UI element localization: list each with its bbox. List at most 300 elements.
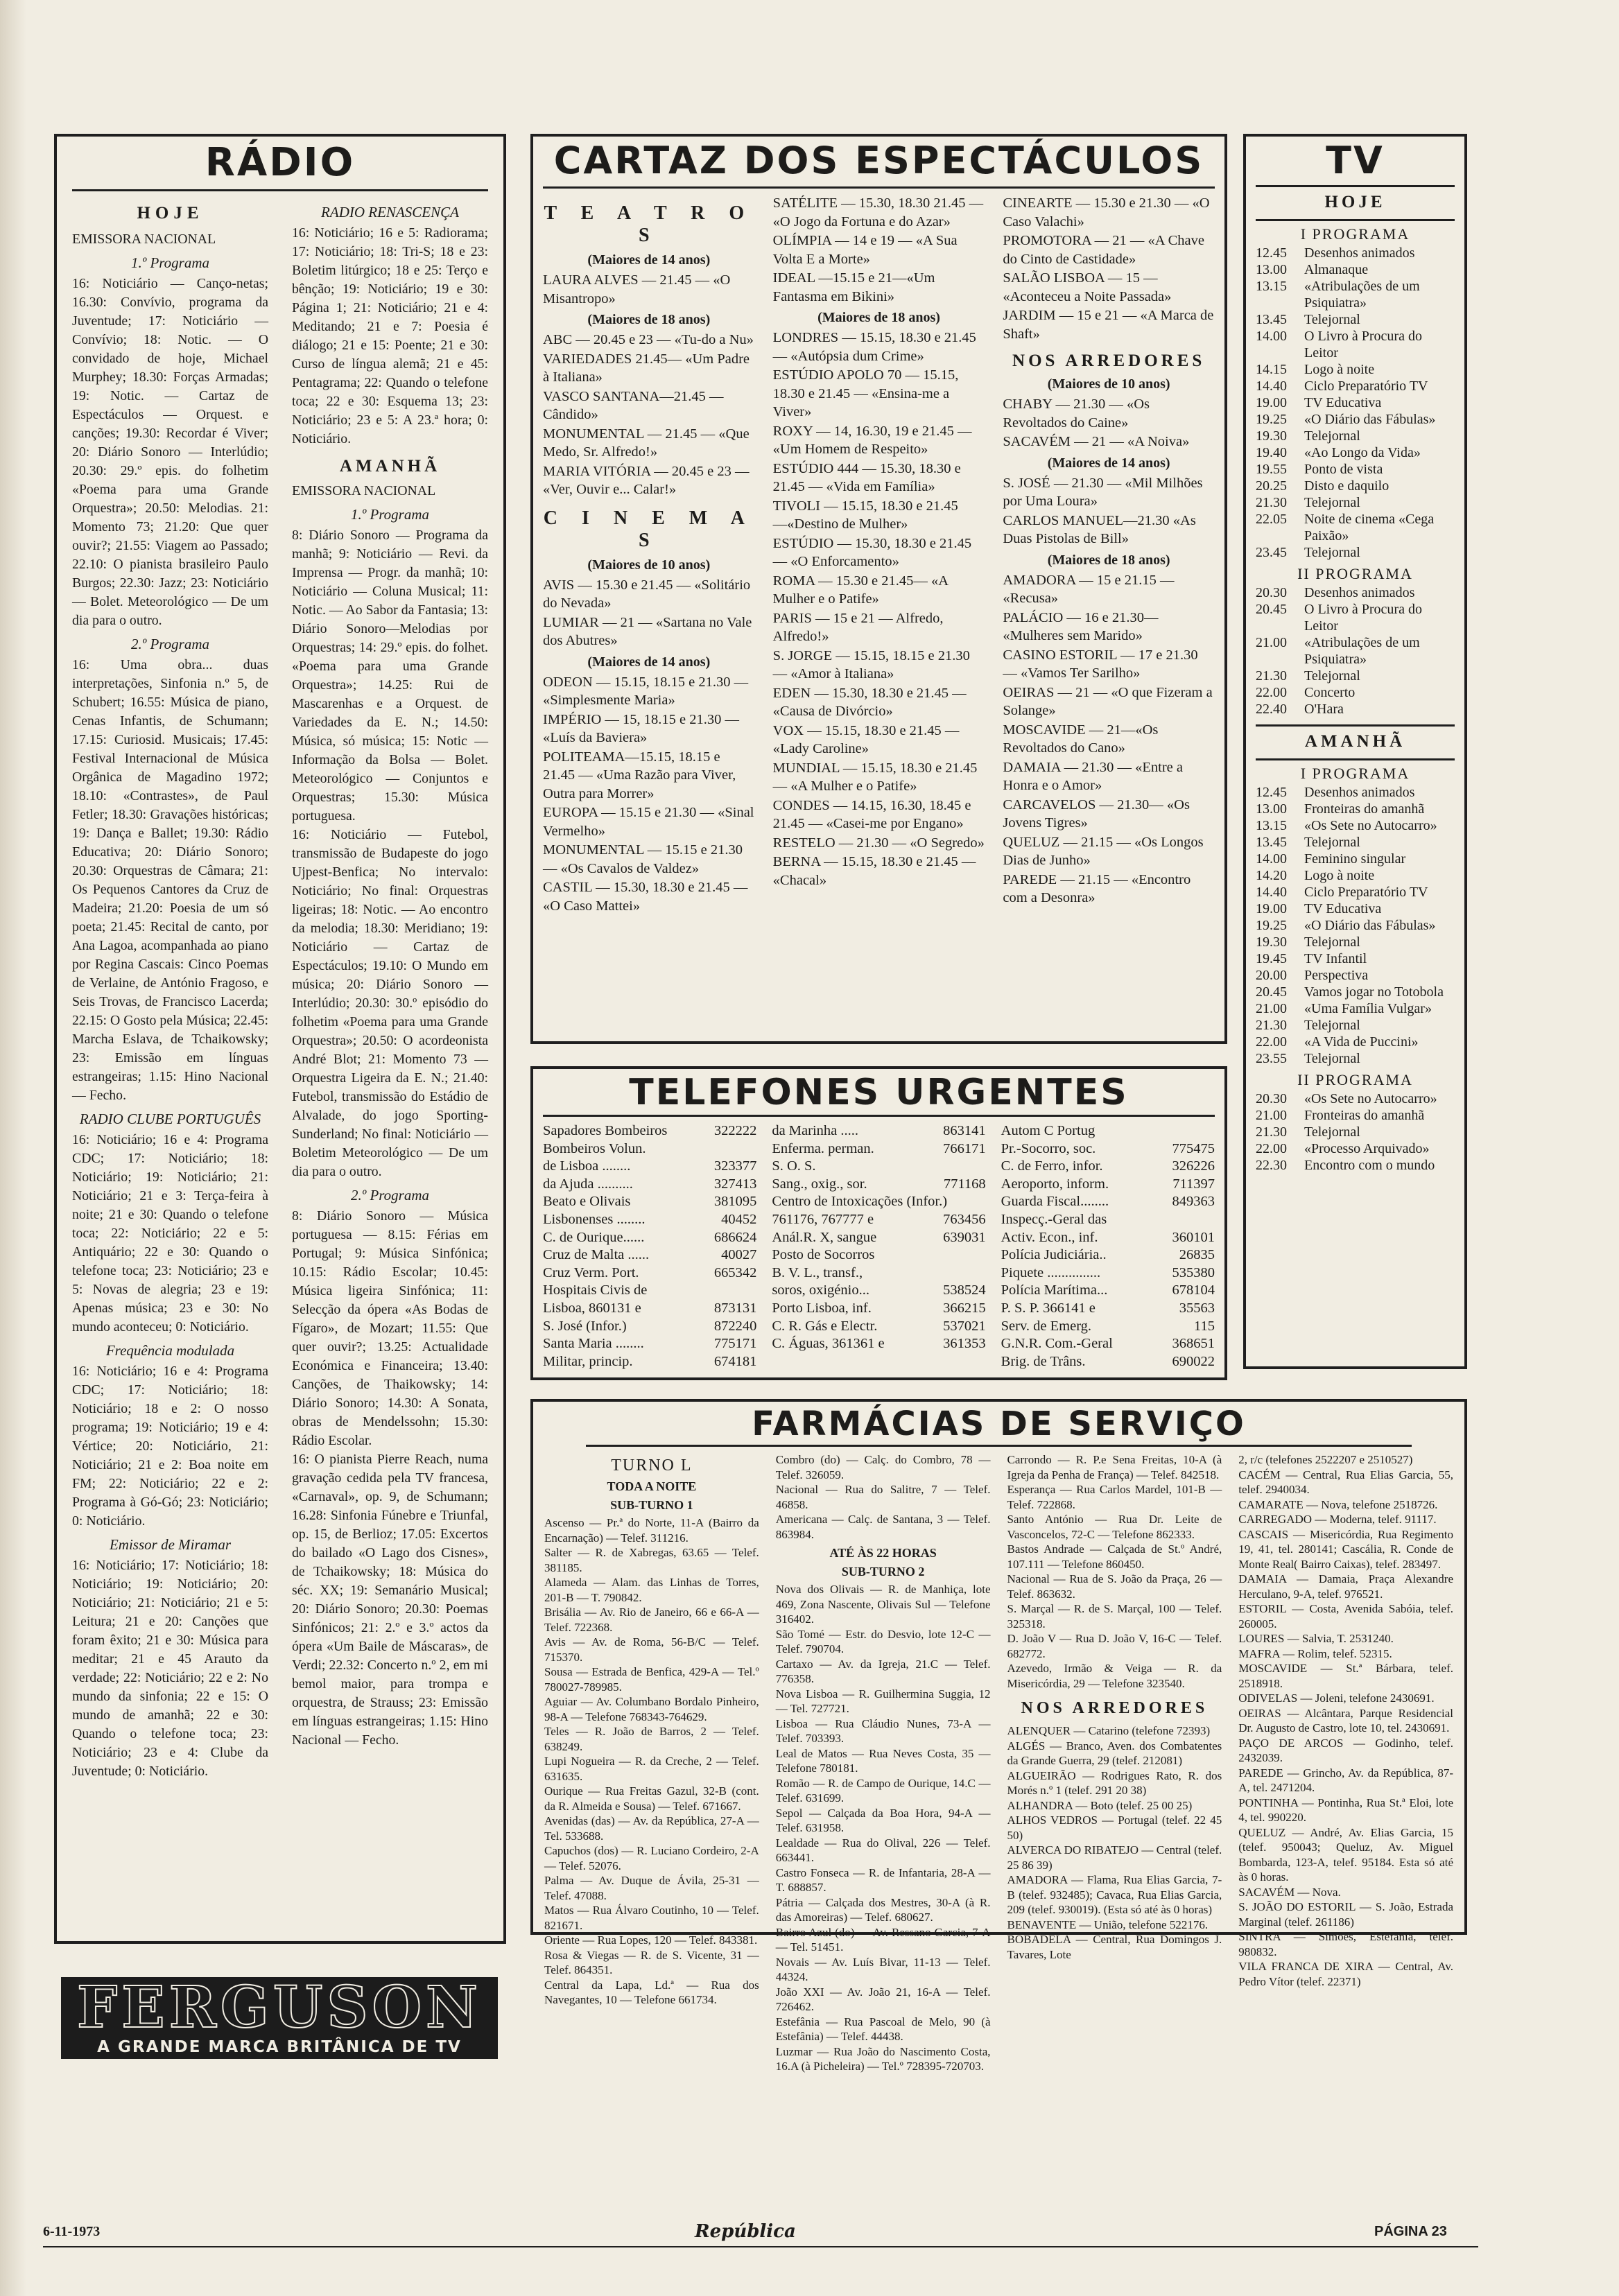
divider: [1256, 758, 1455, 760]
phone-entry: [772, 1122, 985, 1140]
tv-listing-time: 14.40: [1256, 379, 1287, 394]
tv-listing-row: [1256, 1017, 1455, 1034]
tv-listing-program: Telejornal: [1304, 1051, 1360, 1066]
tv-listing-program: Telejornal: [1304, 312, 1360, 327]
phone-entry: [772, 1158, 985, 1176]
tv-listing-row: [1256, 544, 1455, 561]
pharmacy-entry: ALGÉS — Branco, Aven. dos Combatentes da Grande Guerra, 29 (telef. 212081): [1007, 1739, 1222, 1767]
phone-entry-name: Guarda Fiscal........: [1001, 1194, 1109, 1210]
phone-entry: [543, 1193, 756, 1211]
phone-entry: [1001, 1264, 1215, 1282]
pharmacy-entry: ALHANDRA — Boto (telef. 25 00 25): [1007, 1798, 1193, 1812]
show-listing: VARIEDADES 21.45— «Um Padre à Italiana»: [543, 351, 750, 385]
tv-listing-time: 12.45: [1256, 785, 1287, 800]
phone-entry: [1001, 1158, 1215, 1176]
show-listing: IMPÉRIO — 15, 18.15 e 21.30 — «Luís da Baviera»: [543, 711, 740, 745]
phone-entry-name: da Ajuda ..........: [543, 1176, 633, 1192]
tv-listing-program: Telejornal: [1304, 668, 1360, 684]
telefones-column-3: [1001, 1122, 1215, 1371]
tv-listing-time: 13.15: [1256, 279, 1287, 294]
pharmacy-entry: MAFRA — Rolim, telef. 52315.: [1238, 1646, 1392, 1660]
radio-station-heading: 1.º Programa: [350, 506, 430, 523]
pharmacy-entry: Avis — Av. de Roma, 56-B/C — Telef. 715370.: [544, 1635, 759, 1664]
tv-listing-program: O'Hara: [1304, 702, 1344, 717]
radio-station-heading: 2.º Programa: [130, 636, 210, 652]
tv-listing-program: Vamos jogar no Totobola: [1304, 984, 1444, 1000]
phone-entry: [772, 1246, 985, 1264]
radio-today-heading: HOJE: [137, 204, 204, 223]
show-listing: MOSCAVIDE — 21—«Os Revoltados do Cano»: [1003, 722, 1159, 756]
phone-entry: [1001, 1300, 1215, 1318]
tv-listing-time: 14.20: [1256, 868, 1287, 883]
pharmacy-entry: Lisboa — Rua Cláudio Nunes, 73-A — Telef. 703393.: [775, 1716, 991, 1745]
phone-entry: [543, 1140, 756, 1158]
farmacias-title: FARMÁCIAS DE SERVIÇO: [586, 1407, 1412, 1447]
phone-entry-name: Militar, princip.: [543, 1353, 633, 1369]
tv-listing-row: [1256, 1034, 1455, 1050]
phone-entry: [1001, 1282, 1215, 1300]
radio-section: [54, 134, 506, 1944]
tv-listing-row: [1256, 601, 1455, 634]
tv-listing-time: 19.00: [1256, 395, 1287, 410]
show-listing: ESTÚDIO APOLO 70 — 15.15, 18.30 e 21.45 — «Ensina-me a Viver»: [772, 367, 959, 419]
radio-schedule-text: 16: Noticiário; 17: Noticiário; 18: Noticiário; 19: Noticiário; 20: Noticiário; 21: Noticiário; 21 e 5: Leitura; 21 e 20: Canções que foram êxito; 21 e 30: Música para meditar; 21 e 45 Arauto da verdade; 22: Noticiário; 22 e 2: No mundo da sinfonia; 22 e 15: O mundo de amanhã; 22 e 30: Quando o telefone toca; 23: Noticiário; 23 e 4: Clube da Juventude; 0: Noticiário.: [72, 1558, 268, 1779]
phone-entry: [1001, 1229, 1215, 1247]
pharmacy-entry: Oriente — Rua Lopes, 120 — Telef. 843381.: [544, 1933, 758, 1947]
phone-entry-number: 40027: [721, 1247, 757, 1263]
cartaz-column-2: [773, 194, 985, 916]
pharmacy-entry: 2, r/c (telefones 2522207 e 2510527): [1238, 1453, 1413, 1466]
pharmacy-entry: BENAVENTE — União, telefone 522176.: [1007, 1917, 1209, 1931]
tv-listing-time: 20.45: [1256, 602, 1287, 617]
tv-listing-program: Telejornal: [1304, 428, 1360, 444]
pharmacy-entry: Ourique — Rua Freitas Gazul, 32-B (cont. da R. Almeida e Sousa) — Telef. 671667.: [544, 1784, 759, 1813]
phone-entry-name: Centro de Intoxicações (Infor.): [772, 1194, 948, 1210]
tv-listing-row: [1256, 311, 1455, 328]
phone-entry-name: Cruz Verm. Port.: [543, 1264, 639, 1280]
tv-listing-time: 14.40: [1256, 885, 1287, 900]
phone-entry: [543, 1246, 756, 1264]
show-listing: SACAVÉM — 21 — «A Noiva»: [1003, 434, 1190, 449]
tv-listing-time: 13.15: [1256, 818, 1287, 833]
tv-listing-time: 22.30: [1256, 1158, 1287, 1173]
tv-listing-row: [1256, 1107, 1455, 1124]
phone-entry-number: 537021: [943, 1318, 986, 1334]
tv-listing-program: Ponto de vista: [1304, 462, 1383, 477]
cartaz-title: CARTAZ DOS ESPECTÁCULOS: [543, 142, 1215, 189]
phone-entry-name: Polícia Marítima...: [1001, 1282, 1108, 1298]
tv-tomorrow-heading: AMANHÃ: [1304, 732, 1406, 751]
tv-today-program-1-list: [1256, 245, 1455, 561]
phone-entry-number: 26835: [1179, 1247, 1215, 1263]
tv-tomorrow-program-2: II PROGRAMA: [1297, 1071, 1413, 1088]
phone-entry: [1001, 1193, 1215, 1211]
radio-station-heading: 2.º Programa: [350, 1187, 430, 1203]
pharmacy-entry: ODIVELAS — Joleni, telefone 2430691.: [1238, 1691, 1435, 1705]
show-listing: OLÍMPIA — 14 e 19 — «A Sua Volta E a Morte»: [772, 233, 958, 267]
show-listing: SATÉLITE — 15.30, 18.30 21.45 — «O Jogo da Fortuna e do Azar»: [772, 195, 984, 229]
pharmacy-entry: Central da Lapa, Ld.ª — Rua dos Navegantes, 10 — Telefone 661734.: [544, 1978, 759, 2006]
pharmacy-shift-heading: SUB-TURNO 1: [610, 1498, 693, 1512]
pharmacy-entry: ESTORIL — Costa, Avenida Sabóia, telef. 260005.: [1238, 1602, 1453, 1630]
tv-listing-program: Logo à noite: [1304, 868, 1375, 883]
phone-entry: [772, 1229, 985, 1247]
tv-listing-time: 13.45: [1256, 312, 1287, 327]
tv-listing-row: [1256, 361, 1455, 378]
tv-today-heading: HOJE: [1324, 193, 1386, 211]
phone-entry: [772, 1264, 985, 1282]
section-heading: C I N E M A S: [543, 507, 754, 551]
tv-listing-time: 13.45: [1256, 835, 1287, 850]
show-listing: PAREDE — 21.15 — «Encontro com a Desonra»: [1003, 871, 1191, 905]
pharmacy-entry: Santo António — Rua Dr. Leite de Vasconcelos, 72-C — Telefone 862333.: [1007, 1513, 1222, 1541]
tv-listing-row: [1256, 461, 1455, 478]
show-listing: LUMIAR — 21 — «Sartana no Vale dos Abutres»: [543, 614, 752, 648]
show-listing: PROMOTORA — 21 — «A Chave do Cinto de Castidade»: [1003, 233, 1204, 267]
show-listing: TIVOLI — 15.15, 18.30 e 21.45 —«Destino de Mulher»: [772, 498, 958, 532]
section-heading: NOS ARREDORES: [1021, 1699, 1209, 1717]
phone-entry-name: Sang., oxig., sor.: [772, 1176, 867, 1192]
age-rating-heading: (Maiores de 18 anos): [1047, 552, 1170, 568]
tv-listing-row: [1256, 511, 1455, 544]
pharmacy-entry: ALHOS VEDROS — Portugal (telef. 22 45 50): [1007, 1814, 1222, 1842]
show-listing: VOX — 15.15, 18.30 e 21.45 — «Lady Caroline»: [772, 722, 960, 756]
phone-entry-number: 40452: [721, 1211, 757, 1227]
show-listing: DAMAIA — 21.30 — «Entre a Honra e o Amor»: [1003, 759, 1183, 793]
radio-schedule-text: 16: Noticiário; 16 e 4: Programa CDC; 17: Noticiário; 18: Noticiário; 19: Noticiário; 21: Noticiário; 21 e 3: Terça-feira à noite; 21 e 30: Quando o telefone toca; 22: Noticiário; 22 e 5: Antiquário; 22 e 30: Quando o telefone toca; 23: Noticiário; 23 e 5: Novas de alegria; 23 e 19: Apenas música; 23 e 30: No mundo aconteceu; 0: Noticiário.: [72, 1132, 268, 1334]
tv-listing-program: O Livro à Procura do Leitor: [1304, 602, 1422, 634]
tv-listing-program: Desenhos animados: [1304, 785, 1415, 800]
phone-entry-number: 686624: [713, 1229, 757, 1245]
pharmacy-entry: Alameda — Alam. das Linhas de Torres, 201-B — T. 790842.: [544, 1576, 759, 1604]
tv-today-program-2: II PROGRAMA: [1297, 565, 1413, 582]
radio-schedule-text: 16: Noticiário; 16 e 5: Radiorama; 17: Noticiário; 18: Tri-S; 18 e 23: Boletim litúrgico; 18 e 25: Terço e bênção; 19: Noticiário; 19 e 30: Página 1; 21: Noticiário; 21 e 4: Meditando; 21 e 7: Poesia é diálogo; 21 e 15: Poente; 21 e 30: Curso de língua alemã; 21 e 45: Pentagrama; 22: Quando o telefone toca; 22 e 30: Esquema 13; 23: Noticiário; 23 e 5: A 23.ª hora; 0: Noticiário.: [292, 225, 488, 446]
phone-entry-name: S. José (Infor.): [543, 1318, 627, 1334]
pharmacy-entry: Nova dos Olivais — R. de Manhiça, lote 469, Zona Nascente, Olivais Sul — Telefone 316402.: [775, 1583, 991, 1626]
tv-listing-program: TV Educativa: [1304, 901, 1382, 916]
show-listing: VASCO SANTANA—21.45 — Cândido»: [543, 388, 724, 422]
tv-tomorrow-program-1-list: [1256, 784, 1455, 1067]
pharmacy-shift-heading: ATÉ ÀS 22 HORAS: [829, 1546, 937, 1560]
radio-schedule-text: 16: Uma obra... duas interpretações, Sinfonia n.º 5, de Schubert; 16.55: Música de piano, Cenas Infantis, de Schumann; 17.15: Curiosid. Musicais; 17.45: Festival Internacional de Música Orgânica de Magadino 1972; 18.10: «Contrastes», de Paul Fetler; 18.30: Gravações históricas; 19: Dança e Ballet; 19.30: Rádio Educativa; 20: Diário Sonoro; 20.30: Orquestras de Câmara; 21: Os Pequenos Cantores da Cruz de Madeira; 21.20: Poesia de um só poeta; 21.45: Recital de canto, por Ana Lagoa, acompanhada ao piano por Regina Cascais: Cinco Poemas de Verlaine, de António Fragoso, e Seis Trovas, de Francisco Lacerda; 22.15: O Gosto pela Música; 22.45: Marcha Eslava, de Tchaikowsky; 23: Emissão em línguas estrangeiras; 1.15: Hino Nacional — Fecho.: [72, 657, 268, 1103]
phone-entry-number: 323377: [713, 1158, 757, 1174]
radio-station-heading: Frequência modulada: [105, 1342, 235, 1359]
phone-entry-number: 674181: [713, 1353, 757, 1369]
radio-schedule-text: EMISSORA NACIONAL: [292, 483, 436, 498]
divider: [1256, 724, 1455, 727]
tv-listing-program: O Livro à Procura do Leitor: [1304, 329, 1422, 360]
show-listing: MONUMENTAL — 15.15 e 21.30 — «Os Cavalos de Valdez»: [543, 842, 743, 876]
tv-listing-row: [1256, 1090, 1455, 1107]
tv-listing-program: Fronteiras do amanhã: [1304, 1108, 1425, 1123]
age-rating-heading: (Maiores de 14 anos): [587, 654, 711, 670]
phone-entry-number: 775171: [713, 1336, 757, 1352]
show-listing: CARLOS MANUEL—21.30 «As Duas Pistolas de Bill»: [1003, 512, 1196, 546]
tv-listing-row: [1256, 634, 1455, 668]
radio-schedule-text: EMISSORA NACIONAL: [72, 232, 216, 247]
tv-listing-time: 19.30: [1256, 428, 1287, 444]
tv-listing-program: «Atribulações de um Psiquiatra»: [1304, 279, 1420, 311]
pharmacy-entry: Lealdade — Rua do Olival, 226 — Telef. 663441.: [775, 1836, 991, 1864]
show-listing: MARIA VITÓRIA — 20.45 e 23 — «Ver, Ouvir e... Calar!»: [543, 463, 750, 497]
radio-column-2: [292, 198, 488, 1781]
phone-entry-name: Lisbonenses ........: [543, 1211, 646, 1227]
phone-entry-name: C. de Ourique......: [543, 1229, 645, 1245]
pharmacy-entry: OEIRAS — Alcântara, Parque Residencial Dr. Augusto de Castro, lote 10, tel. 2430691.: [1238, 1706, 1453, 1734]
tv-listing-program: «O Diário das Fábulas»: [1304, 412, 1436, 427]
pharmacy-entry: Nacional — Rua de S. João da Praça, 26 — Telef. 863632.: [1007, 1572, 1222, 1601]
tv-listing-row: [1256, 1157, 1455, 1174]
pharmacy-entry: Carrondo — R. P.e Sena Freitas, 10-A (à Igreja da Penha de França) — Telef. 842518.: [1007, 1453, 1222, 1481]
tv-listing-time: 19.45: [1256, 951, 1287, 966]
telefones-column-1: [543, 1122, 756, 1371]
pharmacy-entry: João XXI — Av. João 21, 16-A — Telef. 726462.: [775, 1985, 991, 2013]
tv-listing-program: Logo à noite: [1304, 362, 1375, 377]
show-listing: EUROPA — 15.15 e 21.30 — «Sinal Vermelho»: [543, 805, 754, 839]
tv-listing-time: 13.00: [1256, 262, 1287, 277]
phone-entry-name: Lisboa, 860131 e: [543, 1300, 641, 1316]
phone-entry-number: 863141: [943, 1123, 986, 1138]
pharmacy-entry: Azevedo, Irmão & Veiga — R. da Misericórdia, 29 — Telefone 323540.: [1007, 1662, 1222, 1690]
footer-rule: [43, 2246, 1478, 2247]
phone-entry: [772, 1211, 985, 1229]
pharmacy-entry: S. JOÃO DO ESTORIL — S. João, Estrada Marginal (telef. 261186): [1238, 1900, 1453, 1929]
phone-entry-number: 775475: [1172, 1140, 1215, 1156]
show-listing: CARCAVELOS — 21.30— «Os Jovens Tigres»: [1003, 797, 1190, 830]
pharmacy-entry: Estefânia — Rua Pascoal de Melo, 90 (à Estefânia) — Telef. 44438.: [775, 2015, 991, 2043]
show-listing: EDEN — 15.30, 18.30 e 21.45 — «Causa de Divórcio»: [772, 685, 967, 719]
pharmacy-entry: Aguiar — Av. Columbano Bordalo Pinheiro, 98-A — Telefone 768343-764629.: [544, 1695, 759, 1723]
show-listing: ODEON — 15.15, 18.15 e 21.30 — «Simplesmente Maria»: [543, 674, 749, 708]
tv-listing-program: «O Diário das Fábulas»: [1304, 918, 1436, 933]
phone-entry-number: 368651: [1172, 1336, 1215, 1352]
pharmacy-entry: MOSCAVIDE — St.ª Bárbara, telef. 2518918.: [1238, 1662, 1453, 1690]
divider: [1256, 219, 1455, 221]
tv-listing-time: 13.00: [1256, 801, 1287, 817]
phone-entry-name: da Marinha .....: [772, 1123, 858, 1138]
tv-listing-row: [1256, 328, 1455, 361]
tv-listing-row: [1256, 478, 1455, 494]
tv-listing-row: [1256, 1124, 1455, 1140]
tv-listing-time: 21.30: [1256, 668, 1287, 684]
radio-schedule-text: 8: Diário Sonoro — Programa da manhã; 9: Noticiário — Revi. da Imprensa — Progr. da manhã; 10: Noticiário — Coluna Musical; 11: Notic. — Ao Sabor da Fantasia; 13: Diário Sonoro—Melodias por Orquestras; 14: 29.º epis. do folhet. «Poema para uma Grande Orquestra»; 14.25: Rui de Mascarenhas e a Orquest. de Variedades da E. N.; 14.50: Música, só música; 15: Notic — Informação da Bolsa — Bolet. Meteorológico — Conjuntos e Orquestras; 15.30: Música portuguesa.: [292, 528, 488, 824]
pharmacy-entry: Luzmar — Rua João do Nascimento Costa, 16.A (à Picheleira) — Tel.º 728395-720703.: [775, 2044, 991, 2073]
show-listing: CASTIL — 15.30, 18.30 e 21.45 — «O Caso Mattei»: [543, 880, 748, 914]
telefones-section: [530, 1066, 1227, 1380]
phone-entry: [543, 1264, 756, 1282]
tv-listing-time: 23.45: [1256, 545, 1287, 560]
show-listing: OEIRAS — 21 — «O que Fizeram a Solange»: [1003, 684, 1213, 718]
pharmacy-entry: Romão — R. de Campo de Ourique, 14.C — Telef. 631699.: [775, 1776, 991, 1804]
radio-station-heading: 1.º Programa: [130, 254, 210, 271]
tv-listing-program: «Os Sete no Autocarro»: [1304, 818, 1437, 833]
tv-listing-time: 21.00: [1256, 635, 1287, 650]
phone-entry: [1001, 1318, 1215, 1336]
phone-entry-number: 366215: [943, 1300, 986, 1316]
pharmacy-entry: Rosa & Viegas — R. de S. Vicente, 31 — Telef. 864351.: [544, 1948, 759, 1976]
phone-entry-number: 763456: [943, 1211, 986, 1227]
age-rating-heading: (Maiores de 10 anos): [1047, 376, 1170, 392]
tv-listing-program: Ciclo Preparatório TV: [1304, 379, 1428, 394]
show-listing: JARDIM — 15 e 21 — «A Marca de Shaft»: [1003, 308, 1214, 342]
tv-listing-time: 23.55: [1256, 1051, 1287, 1066]
show-listing: CINEARTE — 15.30 e 21.30 — «O Caso Valachi»: [1003, 195, 1210, 229]
ferguson-tagline: A GRANDE MARCA BRITÂNICA DE TV: [97, 2038, 462, 2056]
phone-entry-number: 665342: [713, 1264, 757, 1280]
tv-listing-row: [1256, 901, 1455, 917]
pharmacy-entry: D. João V — Rua D. João V, 16-C — Telef. 682772.: [1007, 1632, 1222, 1660]
phone-entry: [543, 1176, 756, 1194]
phone-entry-number: 678104: [1172, 1282, 1215, 1298]
pharmacy-entry: DAMAIA — Damaia, Praça Alexandre Herculano, 9-A, telef. 976521.: [1238, 1572, 1453, 1601]
tv-tomorrow-program-2-list: [1256, 1090, 1455, 1174]
tv-listing-row: [1256, 784, 1455, 801]
tv-listing-time: 20.25: [1256, 478, 1287, 494]
phone-entry: [1001, 1335, 1215, 1353]
tv-listing-program: Almanaque: [1304, 262, 1369, 277]
pharmacy-entry: QUELUZ — André, Av. Elias Garcia, 15 (telef. 950043; Queluz, Av. Miguel Bombarda, 123-A, telef. 95184. Esta só até às 0 horas.: [1238, 1825, 1453, 1884]
farmacias-column-1: [544, 1452, 759, 2074]
phone-entry: [772, 1335, 985, 1353]
tv-listing-time: 19.55: [1256, 462, 1287, 477]
phone-entry-number: 327413: [713, 1176, 757, 1192]
phone-entry-name: Pr.-Socorro, soc.: [1001, 1140, 1096, 1156]
tv-listing-row: [1256, 584, 1455, 601]
phone-entry-name: Posto de Socorros: [772, 1247, 875, 1263]
pharmacy-entry: Nova Lisboa — R. Guilhermina Suggia, 12 — Tel. 727721.: [775, 1687, 991, 1715]
radio-schedule-text: 16: Noticiário; 16 e 4: Programa CDC; 17: Noticiário; 18: Noticiário; 18 e 2: O nosso programa; 19: Noticiário; 19 e 4: Vértice; 20: Noticiário, 21: Noticiário; 21 e 2: Boa noite em FM; 22: Noticiário; 22 e 2: Programa à Gó-Gó; 23: Noticiário; 0: Noticiário.: [72, 1364, 268, 1529]
phone-entry-name: S. O. S.: [772, 1158, 816, 1174]
phone-entry-number: 690022: [1172, 1353, 1215, 1369]
pharmacy-shift-heading: TODA A NOITE: [607, 1479, 697, 1493]
tv-listing-row: [1256, 684, 1455, 701]
phone-entry-name: P. S. P. 366141 e: [1001, 1300, 1096, 1316]
age-rating-heading: (Maiores de 18 anos): [587, 312, 711, 327]
tv-listing-program: Desenhos animados: [1304, 245, 1415, 261]
pharmacy-entry: ALENQUER — Catarino (telefone 72393): [1007, 1724, 1211, 1737]
tv-listing-program: «Os Sete no Autocarro»: [1304, 1091, 1437, 1106]
show-listing: ROMA — 15.30 e 21.45— «A Mulher e o Patife»: [772, 573, 948, 607]
phone-entry-name: Inspecç.-Geral das: [1001, 1211, 1107, 1227]
footer-page-number: PÁGINA 23: [1374, 2224, 1447, 2239]
tv-listing-program: Telejornal: [1304, 1124, 1360, 1140]
phone-entry-name: Enferma. perman.: [772, 1140, 874, 1156]
tv-listing-row: [1256, 701, 1455, 718]
pharmacy-entry: PAREDE — Grincho, Av. da República, 87-A, tel. 2471204.: [1238, 1766, 1453, 1794]
farmacias-column-2: [776, 1452, 991, 2074]
phone-entry: [543, 1282, 756, 1300]
phone-entry: [543, 1335, 756, 1353]
cartaz-column-3: [1003, 194, 1215, 916]
phone-entry-name: Porto Lisboa, inf.: [772, 1300, 872, 1316]
tv-listing-row: [1256, 444, 1455, 461]
phone-entry-name: Sapadores Bombeiros: [543, 1123, 668, 1138]
tv-listing-program: «Uma Família Vulgar»: [1304, 1001, 1432, 1016]
age-rating-heading: (Maiores de 18 anos): [817, 310, 940, 325]
phone-entry-name: soros, oxigénio...: [772, 1282, 869, 1298]
show-listing: PARIS — 15 e 21 — Alfredo, Alfredo!»: [772, 610, 944, 644]
pharmacy-entry: BOBADELA — Central, Rua Domingos J. Tavares, Lote: [1007, 1933, 1222, 1961]
radio-column-1: [72, 198, 268, 1781]
phone-entry-name: Serv. de Emerg.: [1001, 1318, 1092, 1334]
show-listing: LAURA ALVES — 21.45 — «O Misantropo»: [543, 272, 731, 306]
tv-listing-time: 19.30: [1256, 934, 1287, 950]
show-listing: S. JORGE — 15.15, 18.15 e 21.30 — «Amor à Italiana»: [772, 647, 970, 681]
show-listing: ESTÚDIO — 15.30, 18.30 e 21.45 — «O Enforcamento»: [772, 535, 972, 569]
tv-listing-time: 19.25: [1256, 918, 1287, 933]
phone-entry-number: 766171: [943, 1140, 986, 1156]
tv-listing-row: [1256, 1000, 1455, 1017]
tv-listing-row: [1256, 494, 1455, 511]
phone-entry-name: Activ. Econ., inf.: [1001, 1229, 1098, 1245]
show-listing: IDEAL —15.15 e 21—«Um Fantasma em Bikini»: [772, 270, 935, 304]
pharmacy-entry: AMADORA — Flama, Rua Elias Garcia, 7-B (telef. 932485); Cavaca, Rua Elias Garcia, 209 (telef. 930019). (Esta só até às 0 horas): [1007, 1873, 1222, 1916]
section-heading: NOS ARREDORES: [1012, 351, 1206, 370]
phone-entry: [772, 1193, 985, 1211]
tv-listing-row: [1256, 817, 1455, 834]
tv-listing-program: TV Infantil: [1304, 951, 1367, 966]
pharmacy-entry: ALGUEIRÃO — Rodrigues Rato, R. dos Morés n.º 1 (telef. 291 20 38): [1007, 1768, 1222, 1797]
tv-today-program-1: I PROGRAMA: [1300, 225, 1410, 243]
tv-listing-row: [1256, 1050, 1455, 1067]
show-listing: PALÁCIO — 16 e 21.30— «Mulheres sem Marido»: [1003, 609, 1159, 643]
phone-entry-name: Piquete ...............: [1001, 1264, 1101, 1280]
phone-entry: [543, 1353, 756, 1371]
section-heading: T E A T R O S: [544, 202, 754, 246]
ferguson-brand: FERGUSON: [76, 1974, 482, 2041]
farmacias-column-4: [1238, 1452, 1453, 2074]
tv-listing-program: Telejornal: [1304, 1018, 1360, 1033]
phone-entry-number: 771168: [943, 1176, 986, 1192]
tv-listing-program: Perspectiva: [1304, 968, 1369, 983]
tv-listing-row: [1256, 394, 1455, 411]
tv-listing-row: [1256, 867, 1455, 884]
pharmacy-entry: Teles — R. João de Barros, 2 — Telef. 638249.: [544, 1725, 759, 1753]
show-listing: MONUMENTAL — 21.45 — «Que Medo, Sr. Alfredo!»: [543, 426, 750, 460]
phone-entry: [1001, 1353, 1215, 1371]
phone-entry-name: 761176, 767777 e: [772, 1211, 874, 1227]
pharmacy-entry: Bastos Andrade — Calçada de St.º André, 107.111 — Telefone 860450.: [1007, 1542, 1222, 1571]
phone-entry-number: 872240: [713, 1318, 757, 1334]
show-listing: ESTÚDIO 444 — 15.30, 18.30 e 21.45 — «Vida em Família»: [772, 460, 961, 494]
show-listing: LONDRES — 15.15, 18.30 e 21.45 — «Autópsia dum Crime»: [772, 330, 976, 364]
pharmacy-entry: Esperança — Rua Carlos Mardel, 101-B — Telef. 722868.: [1007, 1483, 1222, 1511]
tv-listing-time: 20.45: [1256, 984, 1287, 1000]
pharmacy-entry: SACAVÉM — Nova.: [1238, 1885, 1341, 1899]
radio-schedule-text: 16: O pianista Pierre Reach, numa gravação cedida pela TV francesa, «Carnaval», op. 9, de Schumann; 16.28: Sinfonia Fúnebre e Triunfal, op. 15, de Berlioz; 17.05: Excertos do bailado «O Lago dos Cisnes», de Tchaikowsky; 18: Música do séc. XX; 19: Semanário Musical; 20: Diário Sonoro; 20.30: Poemas Sinfónicos; 21: 2.º e 3.º actos da ópera «Um Baile de Máscaras», de Verdi; 22.32: Concerto n.º 2, em mi bemol maior, para trompa e orquestra, de Strauss; 23: Emissão em línguas estrangeiras; 1.15: Hino Nacional — Fecho.: [292, 1452, 488, 1748]
tv-listing-program: Telejornal: [1304, 495, 1360, 510]
phone-entry-number: 639031: [943, 1229, 986, 1245]
tv-listing-row: [1256, 851, 1455, 867]
pharmacy-entry: São Tomé — Estr. do Desvio, lote 12-C — Telef. 790704.: [775, 1627, 991, 1655]
show-listing: AVIS — 15.30 e 21.45 — «Solitário do Nevada»: [543, 577, 751, 611]
show-listing: CASINO ESTORIL — 17 e 21.30 — «Vamos Ter Sarilho»: [1003, 647, 1198, 681]
footer-newspaper-name: República: [695, 2221, 796, 2242]
radio-station-heading: RADIO CLUBE PORTUGUÊS: [79, 1111, 261, 1127]
tv-today-program-2-list: [1256, 584, 1455, 718]
phone-entry-name: B. V. L., transf.,: [772, 1264, 863, 1280]
age-rating-heading: (Maiores de 14 anos): [587, 252, 711, 268]
tv-listing-time: 14.00: [1256, 329, 1287, 344]
tv-listing-time: 20.00: [1256, 968, 1287, 983]
pharmacy-entry: Sousa — Estrada de Benfica, 429-A — Tel.º 780027-789985.: [544, 1665, 759, 1694]
phone-entry: [543, 1318, 756, 1336]
page-fold-shadow: [0, 0, 26, 2296]
phone-entry: [772, 1140, 985, 1158]
tv-listing-program: Telejornal: [1304, 545, 1360, 560]
telefones-column-2: [772, 1122, 985, 1371]
tv-listing-row: [1256, 834, 1455, 851]
